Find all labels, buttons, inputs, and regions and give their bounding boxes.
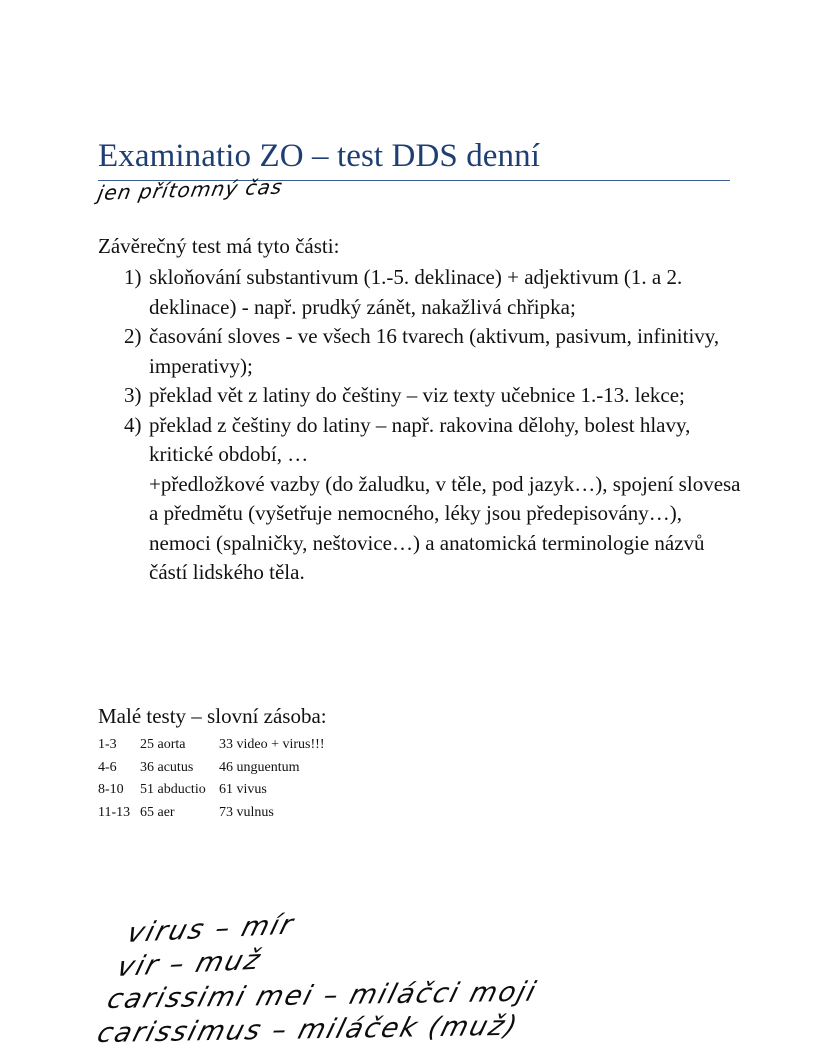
table-row [98, 734, 325, 757]
list-item [124, 381, 744, 411]
vocab-word-cell: 36 acutus [140, 759, 194, 775]
intro-text: Závěrečný test má tyto části: [98, 234, 340, 258]
vocab-word-cell: 61 vivus [219, 782, 267, 798]
vocab-table [98, 734, 325, 824]
test-parts-list [124, 263, 744, 588]
handwritten-line: carissimus – miláček (muž) [93, 1010, 523, 1049]
lesson-range-cell: 1-3 [98, 737, 117, 753]
list-item-extra-text: +předložkové vazby (do žaludku, v těle, pod jazyk…), spojení slovesa a předmětu (vyšetřuje nemocného, léky jsou předepisovány…), nemoci (spalničky, neštovice…) a anatomická terminologie názvů částí lidského těla. [149, 471, 741, 584]
list-item-text: překlad vět z latiny do češtiny – viz texty učebnice 1.-13. lekce; [149, 383, 685, 407]
list-item-number: 1) [124, 265, 142, 289]
vocab-word-cell: 51 abductio [140, 782, 206, 798]
handwritten-line: carissimi mei – miláčci moji [103, 976, 541, 1015]
lesson-range-cell: 11-13 [98, 804, 131, 820]
vocab-word-cell: 65 aer [140, 804, 175, 820]
vocab-word-cell: 73 vulnus [219, 804, 274, 820]
handwritten-line: vir – muž [113, 944, 266, 983]
list-item-number: 2) [124, 324, 142, 348]
table-row [98, 779, 325, 802]
list-item-number: 4) [124, 412, 142, 437]
list-item-text: překlad z češtiny do latiny – např. rakovina dělohy, bolest hlavy, kritické období, … [149, 412, 691, 466]
lesson-range-cell: 4-6 [98, 759, 117, 775]
handwritten-note: jen přítomný čas [95, 174, 285, 205]
vocab-word-cell: 33 video + virus!!! [219, 737, 325, 753]
table-row [98, 757, 325, 780]
list-item [124, 263, 744, 322]
list-item-number: 3) [124, 383, 142, 407]
list-item-text: časování sloves - ve všech 16 tvarech (aktivum, pasivum, infinitivy, imperativy); [149, 324, 720, 378]
document-title: Examinatio ZO – test DDS denní [98, 138, 541, 174]
vocab-word-cell: 25 aorta [140, 737, 186, 753]
lesson-range-cell: 8-10 [98, 782, 124, 798]
vocab-word-cell: 46 unguentum [219, 759, 300, 775]
list-item-text: skloňování substantivum (1.-5. deklinace) + adjektivum (1. a 2. deklinace) - např. prudký zánět, nakažlivá chřipka; [149, 265, 683, 319]
small-tests-heading: Malé testy – slovní zásoba: [98, 704, 327, 728]
list-item [124, 411, 744, 588]
handwritten-line: virus – mír [123, 909, 299, 949]
table-row [98, 802, 325, 825]
list-item [124, 322, 744, 381]
